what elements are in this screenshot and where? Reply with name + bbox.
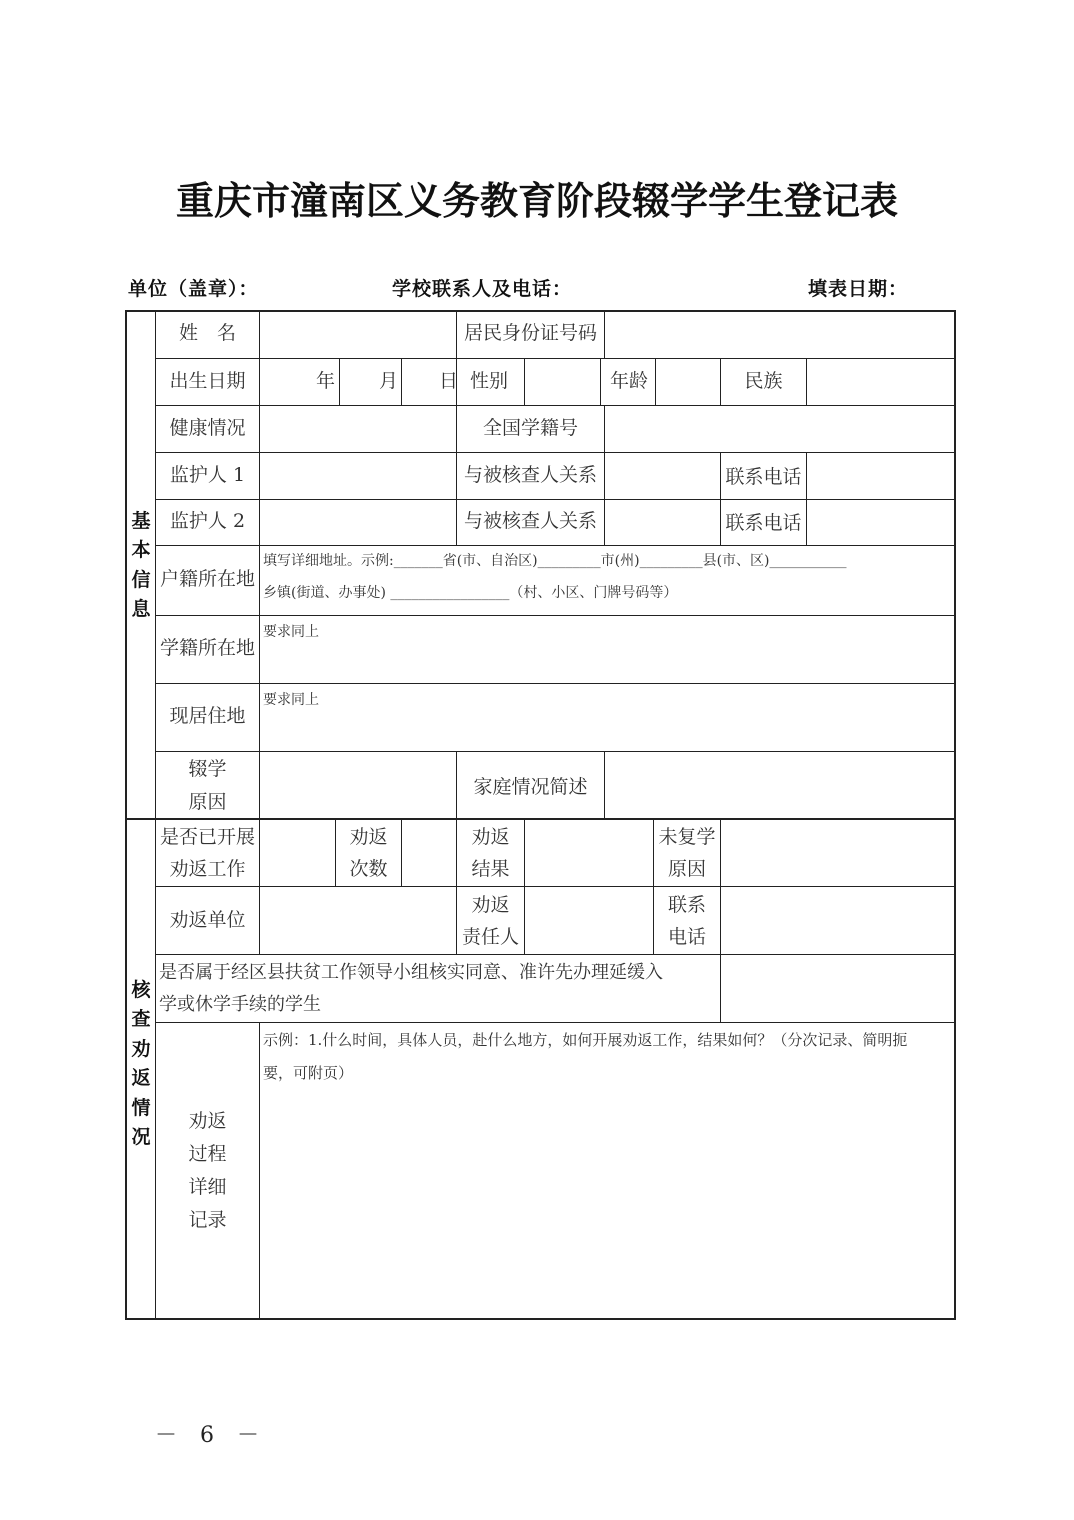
col-line <box>806 452 807 545</box>
poverty-question-line2: 学或休学手续的学生 <box>159 994 321 1015</box>
phone1-label: 联系电话 <box>725 466 802 488</box>
times-label-2: 次数 <box>349 858 388 880</box>
tel-label-1: 联系 <box>667 894 706 916</box>
col-line <box>604 405 605 452</box>
process-label-1: 劝返 <box>188 1110 227 1132</box>
table-border-left <box>125 310 127 1320</box>
month-label: 月 <box>379 370 399 392</box>
result-label-2: 结果 <box>471 858 510 880</box>
not-back-label-2: 原因 <box>667 858 706 880</box>
school-reg-label: 学籍所在地 <box>159 637 255 659</box>
resp-label-2: 责任人 <box>461 926 519 948</box>
contact-label: 学校联系人及电话： <box>392 278 573 300</box>
guardian1-label: 监护人 1 <box>169 464 246 486</box>
started-label-2: 劝返工作 <box>169 858 246 880</box>
residence-hint: 要求同上 <box>263 692 319 708</box>
health-label: 健康情况 <box>169 417 246 439</box>
col-line <box>720 820 721 1022</box>
row-line <box>156 545 955 546</box>
col-line <box>259 1022 260 1318</box>
col-line <box>401 358 402 405</box>
row-line <box>156 499 955 500</box>
row-line <box>156 452 955 453</box>
dropout-reason-label-1: 辍学 <box>188 758 227 780</box>
row-line <box>156 751 955 752</box>
section-divider <box>155 311 156 1319</box>
birth-label: 出生日期 <box>169 370 246 392</box>
section-basic-label: 基 本 信 息 <box>131 510 151 621</box>
process-example-line2: 要，可附页） <box>263 1064 354 1082</box>
result-label-1: 劝返 <box>471 826 510 848</box>
student-no-label: 全国学籍号 <box>482 417 578 439</box>
resp-label-1: 劝返 <box>471 894 510 916</box>
col-line <box>259 820 260 954</box>
unit-label: 单位（盖章）： <box>128 278 259 300</box>
page-title: 重庆市潼南区义务教育阶段辍学学生登记表 <box>175 179 898 223</box>
family-label: 家庭情况简述 <box>473 776 588 798</box>
gender-label: 性别 <box>470 370 509 392</box>
row-line <box>156 615 955 616</box>
hukou-hint-line1: 填写详细地址。示例:_______省(市、自治区)_________市(州)_________县(市、区)___________ <box>263 553 847 569</box>
times-label-1: 劝返 <box>349 826 388 848</box>
poverty-question-line1: 是否属于经区县扶贫工作领导小组核实同意、准许先办理延缓入 <box>159 962 663 983</box>
col-line <box>259 311 260 818</box>
phone2-label: 联系电话 <box>725 512 802 534</box>
id-number-label: 居民身份证号码 <box>463 322 597 344</box>
date-label: 填表日期： <box>808 278 909 300</box>
col-line <box>604 751 605 818</box>
relation1-label: 与被核查人关系 <box>463 464 597 486</box>
name-label: 姓 名 <box>178 322 236 344</box>
table-border-bottom <box>125 1318 956 1320</box>
residence-label: 现居住地 <box>169 705 246 727</box>
hukou-label: 户籍所在地 <box>159 568 255 590</box>
row-line <box>156 886 955 887</box>
row-line <box>156 405 955 406</box>
row-line <box>156 683 955 684</box>
col-line <box>655 358 656 405</box>
col-line <box>524 820 525 954</box>
dropout-reason-label-2: 原因 <box>188 791 227 813</box>
process-label-4: 记录 <box>188 1209 227 1231</box>
guardian2-label: 监护人 2 <box>169 510 246 532</box>
started-label-1: 是否已开展 <box>159 826 255 848</box>
col-line <box>604 452 605 545</box>
process-label-3: 详细 <box>188 1176 227 1198</box>
day-label: 日 <box>439 370 459 392</box>
row-line <box>156 954 955 955</box>
age-label: 年龄 <box>610 370 649 392</box>
col-line <box>604 311 605 358</box>
row-line <box>156 1022 955 1023</box>
page-number: － 6 － <box>155 1423 267 1448</box>
relation2-label: 与被核查人关系 <box>463 510 597 532</box>
section-split <box>126 818 955 820</box>
year-label: 年 <box>316 370 336 392</box>
col-line <box>524 358 525 405</box>
tel-label-2: 电话 <box>667 926 706 948</box>
col-line <box>600 358 601 405</box>
section-check-label: 核 查 劝 返 情 况 <box>131 979 151 1149</box>
table-border-right <box>954 310 956 1320</box>
process-label-2: 过程 <box>188 1143 227 1165</box>
process-example-line1: 示例：1.什么时间，具体人员，赴什么地方，如何开展劝返工作，结果如何？（分次记录、简明扼 <box>263 1031 908 1049</box>
school-reg-hint: 要求同上 <box>263 624 319 640</box>
return-unit-label: 劝返单位 <box>169 909 246 931</box>
col-line <box>806 358 807 405</box>
ethnicity-label: 民族 <box>744 370 783 392</box>
table-border-top <box>125 310 956 312</box>
row-line <box>156 358 955 359</box>
col-line <box>339 358 340 405</box>
col-line <box>401 820 402 886</box>
hukou-hint-line2: 乡镇(街道、办事处) _________________（村、小区、门牌号码等） <box>263 585 678 601</box>
not-back-label-1: 未复学 <box>658 826 716 848</box>
